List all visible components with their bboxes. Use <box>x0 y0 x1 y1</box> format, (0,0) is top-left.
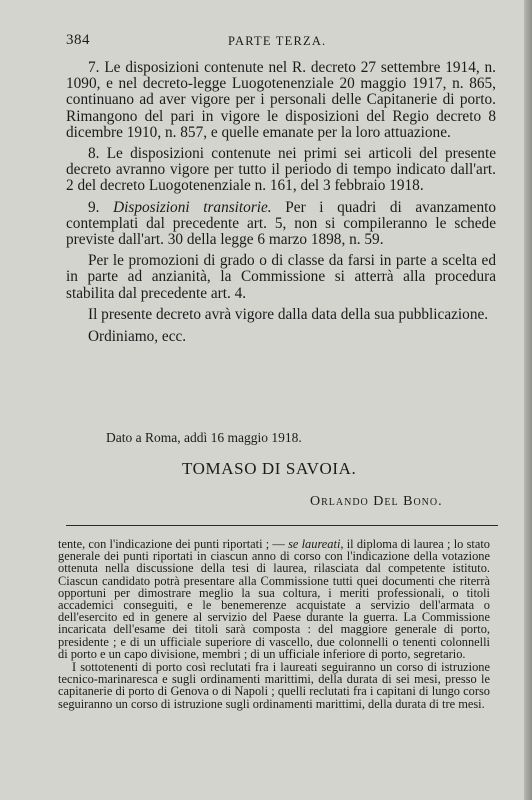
page-edge-shadow <box>524 0 532 800</box>
footnote-text-rest: , il diploma di laurea ; lo stato generale dei punti riportati in ciascun anno di corso con l'indicazione della votazione ottenuta nella discussione della tesi di laurea, rilasciata dal competente istituto. Ciascun candidato potrà presentare alla Commissione tutti quei documenti che riterrà opportuni per dimostrare meglio la sua coltura, i meriti professionali, o titoli accademici conseguiti, e le benemerenze acquistate a servizio dell'armata o dell'esercito ed in genere al servizio del Paese durante la guerra. La Commissione incaricata dell'esame dei titoli sarà composta : del maggiore generale di porto, presidente ; e di un ufficiale superiore di vascello, due colonnelli o tenenti colonnelli di porto e un capo divisione, membri ; di un ufficiale inferiore di porto, segretario. <box>58 537 490 661</box>
footnote-text-start: tente, con l'indicazione dei punti riportati ; — <box>58 537 289 551</box>
footnote-divider <box>66 525 498 526</box>
running-title: PARTE TERZA. <box>228 34 327 48</box>
article-9-number: 9. <box>88 198 100 216</box>
page-number: 384 <box>66 32 90 48</box>
main-text <box>66 60 496 350</box>
date-place-line: Dato a Roma, addì 16 maggio 1918. <box>106 430 302 445</box>
countersignature: Orlando Del Bono. <box>310 494 443 509</box>
footnote-paragraph-1 <box>58 538 490 660</box>
promotions-paragraph: Per le promozioni di grado o di classe da farsi in parte a scelta ed in parte ad anzianità, la Commissione si atterrà alla procedura stabilita dal precedente art. 4. <box>66 252 496 302</box>
article-9 <box>66 200 496 249</box>
footnote <box>58 538 490 711</box>
article-8: 8. Le disposizioni contenute nei primi sei articoli del presente decreto avranno vigore per tutto il periodo di tempo indicato dall'art. 2 del decreto Luogotenenziale n. 161, del 3 febbraio 1918. <box>66 145 496 195</box>
article-9-title: Disposizioni transitorie. <box>113 198 272 216</box>
ordiniamo: Ordiniamo, ecc. <box>88 328 187 346</box>
footnote-italic-text: se laureati <box>288 537 341 551</box>
footnote-paragraph-2: I sottotenenti di porto così reclutati fra i laureati seguiranno un corso di istruzione tecnico-marinaresca e sugli ordinamenti marittimi, della durata di sei mesi, presso le capitanerie di porto di Genova o di Napoli ; quelli reclutati fra i capitani di lungo corso seguiranno un corso di istruzione sugli ordinamenti marittimi, della durata di tre mesi. <box>58 660 490 711</box>
effective-date-paragraph: Il presente decreto avrà vigore dalla data della sua pubblicazione. <box>88 305 489 323</box>
signature-name: TOMASO DI SAVOIA. <box>182 459 357 478</box>
article-9-text: Per i quadri di avanzamento contemplati dal precedente art. 5, non si compileranno le schede previste dall'art. 30 della legge 6 marzo 1898, n. 59. <box>66 198 497 249</box>
article-7: 7. Le disposizioni contenute nel R. decreto 27 settembre 1914, n. 1090, e nel decreto-legge Luogotenenziale 20 maggio 1917, n. 865, continuano ad aver vigore per i personali delle Capitanerie di porto. Rimangono del pari in vigore le disposizioni del Regio decreto 8 dicembre 1910, n. 857, e quelle emanate per la loro attuazione. <box>66 59 496 141</box>
